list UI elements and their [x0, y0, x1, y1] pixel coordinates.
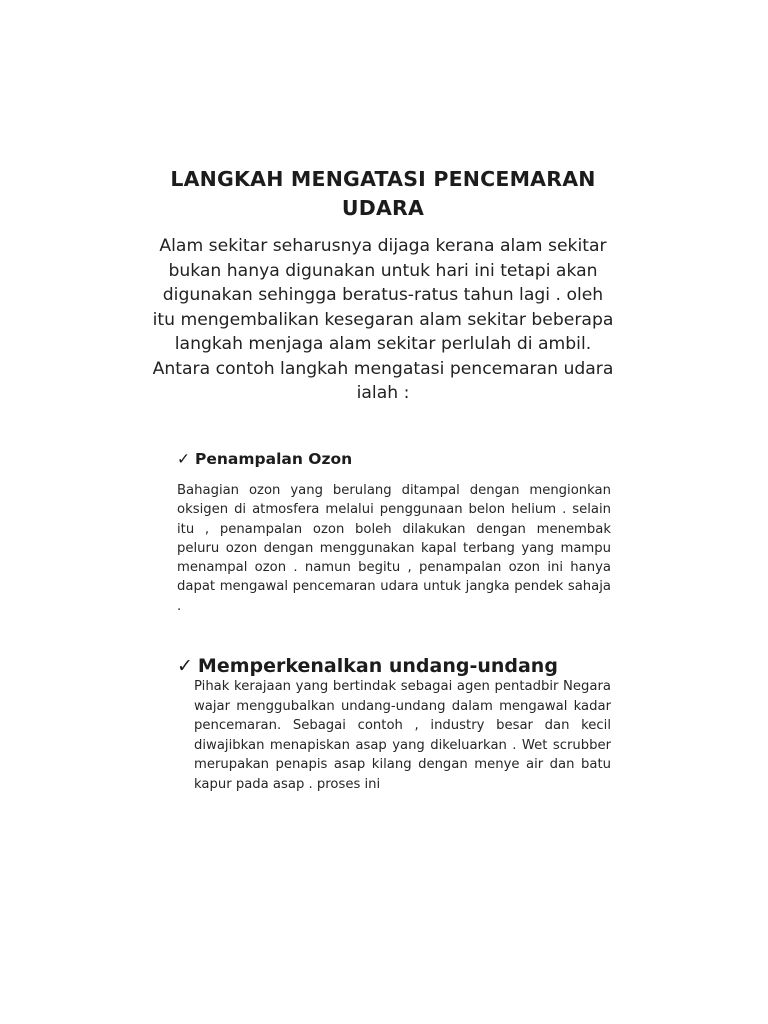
section-body-undang-undang: Pihak kerajaan yang bertindak sebagai agen pentadbir Negara wajar menggubalkan undang-undang dalam mengawal kadar pencemaran. Sebagai contoh , industry besar dan kecil diwajibkan menapiskan asap yang dikeluarkan . Wet scrubber merupakan penapis asap kilang dengan menye air dan batu kapur pada asap . proses ini: [194, 679, 611, 792]
document-title: LANGKAH MENGATASI PENCEMARAN UDARA: [170, 167, 596, 220]
section-heading-text: Memperkenalkan undang-undang: [197, 655, 558, 677]
section-body-penampalan-ozon: Bahagian ozon yang berulang ditampal dengan mengionkan oksigen di atmosfera melalui penggunaan belon helium . selain itu , penampalan ozon boleh dilakukan dengan menembak peluru ozon dengan menggunakan kapal terbang yang mampu menampal ozon . namun begitu , penampalan ozon ini hanya dapat mengawal pencemaran udara untuk jangka pendek sahaja .: [177, 483, 611, 614]
checkmark-icon: ✓: [177, 450, 190, 468]
section-heading-penampalan-ozon: [177, 448, 352, 470]
checkmark-icon: ✓: [177, 655, 193, 677]
section-heading-text: Penampalan Ozon: [195, 450, 353, 468]
intro-paragraph: Alam sekitar seharusnya dijaga kerana alam sekitar bukan hanya digunakan untuk hari ini tetapi akan digunakan sehingga beratus-ratus tahun lagi . oleh itu mengembalikan kesegaran alam sekitar beberapa langkah menjaga alam sekitar perlulah di ambil. Antara contoh langkah mengatasi pencemaran udara ialah :: [152, 236, 614, 403]
section-heading-undang-undang: [177, 653, 558, 679]
